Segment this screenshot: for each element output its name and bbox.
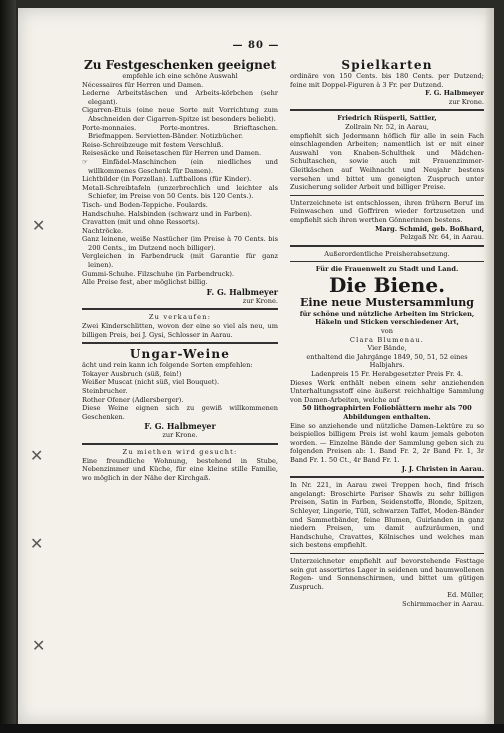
biene-subtitle: Eine neue Mustersammlung	[300, 295, 474, 309]
gift-item: Alle Preise fest, aber möglichst billig.	[82, 278, 208, 287]
scan-bottom-edge	[0, 724, 504, 733]
gift-item: Lederne Arbeitstäschen und Arbeits-körbchen (sehr elegant).	[82, 89, 278, 106]
saddler-text: empfiehlt sich Jedermann höflich für alle in sein Fach einschlagenden Arbeiten; namentlich ist er mit einer Auswahl von Knaben-Schulthek und Mädchen-Schultaschen, sowie auch mit Frauenzimmer-Gleitkäschen auf Weihnacht und Neujahr bestens versehen und bittet um geneigten Zuspruch unter Zusicherung solider Arbeit und billiger Preise.	[290, 131, 484, 192]
gift-item: ☞ Einfädel-Maschinchen (ein niedliches und willkommenes Geschenk für Damen).	[82, 157, 278, 175]
page-edge-shadow	[484, 8, 494, 724]
saddler-name: Friedrich Rüsperli, Sattler,	[337, 114, 437, 123]
biene-description: für schöne und nützliche Arbeiten im Stricken, Häkeln und Sticken verschiedener Art,	[299, 309, 475, 327]
gift-heading: Zu Festgeschenken geeignet	[84, 58, 276, 72]
rent-heading: Zu miethen wird gesucht:	[122, 447, 238, 456]
divider	[82, 443, 278, 445]
wine-signature-sub: zur Krone.	[162, 431, 198, 440]
sell-heading: Zu verkaufen:	[148, 313, 212, 322]
gift-item: Cigarren-Etuis (eine neue Sorte mit Vorrichtung zum Abschneiden der Cigarren-Spitze ist besonders beliebt).	[82, 106, 278, 123]
wine-outro: Diese Weine eignen sich zu gewiß willkommenen Geschenken.	[82, 404, 278, 421]
biene-text-2: Eine so anziehende und nützliche Damen-Lektüre zu so beispiellos billigem Preis ist wohl kaum jemals geboten worden. — Einzelne Bände der Sammlung geben sich zu folgenden Preisen ab: 1. Band Fr. 2, 2r Band Fr. 1, 3r Band Fr. 1. 50 Ct., 4r Band Fr. 1.	[290, 421, 484, 464]
left-column	[82, 58, 278, 482]
gift-item: Lichtbilder (in Porzellan). Luftballons (für Kinder).	[82, 175, 252, 184]
gift-item: Metall-Schreibtafeln (unzerbrechlich und leichter als Schiefer, im Preise von 50 Cents. bis 120 Cents.).	[82, 183, 278, 201]
divider	[82, 342, 278, 344]
umbrella-text: Unterzeichneter empfiehlt auf bevorstehende Festtage sein gut assortirtes Lager in seidenen und baumwollenen Regen- und Sonnenschirmen, und bittet um gütigen Zuspruch.	[290, 556, 484, 591]
biene-title: Die Biene.	[328, 272, 446, 297]
gift-item: Porte-monnaies. Porte-montres. Brieftaschen. Briefmappen. Servietten-Bänder. Notizbücher.	[82, 123, 278, 141]
right-column	[290, 58, 484, 608]
pencil-x-mark-icon: ✕	[30, 534, 44, 553]
sell-text: Zwei Kinderschlitten, wovon der eine so viel als neu, um billigen Preis, bei J. Gysi, Schlosser in Aarau.	[82, 322, 278, 339]
cards-heading: Spielkarten	[341, 58, 433, 72]
biene-author: Clara Blumenau.	[349, 335, 425, 344]
gift-subheading: empfehle ich eine schöne Auswahl	[122, 72, 238, 80]
biene-signature: J. J. Christen in Aarau.	[401, 464, 484, 473]
biene-von: von	[381, 327, 393, 336]
umbrella-signature-sub: Schirmmacher in Aarau.	[402, 599, 484, 608]
pencil-x-mark-icon: ✕	[30, 446, 44, 465]
gift-signature: F. G. Halbmeyer	[206, 286, 278, 297]
biene-plates: 50 lithographirten Folioblättern mehr als 700 Abbildungen enthalten.	[302, 404, 472, 421]
wash-signature-sub: Pelzgaß Nr. 64, in Aarau.	[400, 233, 484, 242]
gift-item: Ganz leinene, weiße Nastücher (im Preise à 70 Cents. bis 200 Cents., im Dutzend noch billiger).	[82, 235, 278, 252]
pencil-x-mark-icon: ✕	[32, 636, 46, 655]
wash-text: Unterzeichnete ist entschlossen, ihren frühern Beruf im Feinwaschen und Goffriren wieder fortzusetzen und empfiehlt sich ihren werthen Gönnerinnen bestens.	[290, 198, 484, 224]
gift-item: Nécessaires für Herren und Damen.	[82, 80, 204, 89]
newspaper-page	[18, 8, 494, 724]
wine-heading: Ungar-Weine	[129, 347, 231, 362]
special-heading: Außerordentliche Preisherabsetzung.	[324, 249, 450, 258]
wine-item: Tokayer Ausbruch (süß, fein!)	[82, 369, 182, 378]
rent-text: Eine freundliche Wohnung, bestehend in Stube, Nebenzimmer und Küche, für eine kleine stille Familie, wo möglich in der Nähe der Kirchgaß.	[82, 456, 278, 482]
cards-text: ordinäre von 150 Cents. bis 180 Cents. per Dutzend; feine mit Doppel-Figuren à 3 Fr. per Dutzend.	[290, 72, 484, 89]
gift-item: Reise-Schreibzeuge mit festem Verschluß.	[82, 140, 224, 149]
biene-price: Ladenpreis 15 Fr. Herabgesetzter Preis Fr. 4.	[310, 370, 464, 379]
special-subheading: Für die Frauenwelt zu Stadt und Land.	[315, 265, 459, 274]
wine-item: Weißer Muscat (nicht süß, viel Bouquet).	[82, 378, 220, 387]
gift-item: Cravatten (mit und ohne Ressorts).	[82, 218, 200, 227]
gift-signature-sub: zur Krone.	[242, 296, 278, 305]
divider	[290, 109, 484, 111]
house-text: In Nr. 221, in Aarau zwei Treppen hoch, find frisch angelangt: Broschirte Pariser Shawls zu sehr billigen Preisen, Satin in Farben, Seidenstoffe, Blonde, Spitzen, Schleyer, Lingerie, Tüll, schwarzen Taffet, Moden-Bänder und Sammetbänder, feine Blumen, Guirlanden in ganz niedern Preisen, um damit aufzuräumen, und Handschuhe, Cravattes, Kölnisches und welches man sich bestens empfiehlt.	[290, 481, 484, 550]
divider	[290, 195, 484, 196]
cards-signature: F. G. Halbmeyer	[425, 89, 484, 98]
divider	[290, 261, 484, 262]
gift-item: Vergleichen in Farbendruck (mit Garantie für ganz leinen).	[82, 252, 278, 270]
pencil-x-mark-icon: ✕	[32, 216, 46, 235]
divider	[82, 308, 278, 310]
umbrella-signature: Ed. Müller,	[447, 591, 484, 600]
gift-item: Nachtröcke.	[82, 226, 124, 235]
wine-intro: ächt und rein kann ich folgende Sorten empfehlen:	[82, 361, 253, 370]
gift-item: Handschuhe. Halsbinden (schwarz und in Farben).	[82, 209, 252, 218]
divider	[290, 245, 484, 247]
wine-item: Rother Ofener (Adlersberger).	[82, 395, 184, 404]
wine-signature: F. G. Halbmeyer	[144, 421, 216, 432]
divider	[290, 553, 484, 554]
book-spine	[0, 0, 16, 733]
page-number: — 80 —	[232, 40, 280, 51]
saddler-address: Zollrain Nr. 52, in Aarau,	[345, 122, 429, 131]
gift-item: Reisesäcke und Reisetaschen für Herren und Damen.	[82, 149, 262, 158]
gift-item: Tisch- und Boden-Teppiche. Foulards.	[82, 200, 208, 209]
gift-list	[82, 81, 278, 287]
biene-volumes: Vier Bände,	[367, 344, 407, 353]
gift-item: Gummi-Schuhe. Filzschuhe (in Farbendruck).	[82, 269, 235, 278]
wine-item: Steinbrucher.	[82, 387, 128, 395]
biene-text: Dieses Werk enthält neben einem sehr anziehenden Unterhaltungsstoff eine äußerst reichhaltige Sammlung von Damen-Arbeiten, welche auf	[290, 378, 484, 404]
divider	[290, 476, 484, 478]
wash-signature: Marg. Schmid, geb. Boßhard,	[375, 224, 484, 233]
cards-signature-sub: zur Krone.	[448, 97, 484, 106]
biene-years: enthaltend die Jahrgänge 1849, 50, 51, 52 eines Halbjahrs.	[306, 352, 468, 370]
wine-list	[82, 370, 278, 404]
